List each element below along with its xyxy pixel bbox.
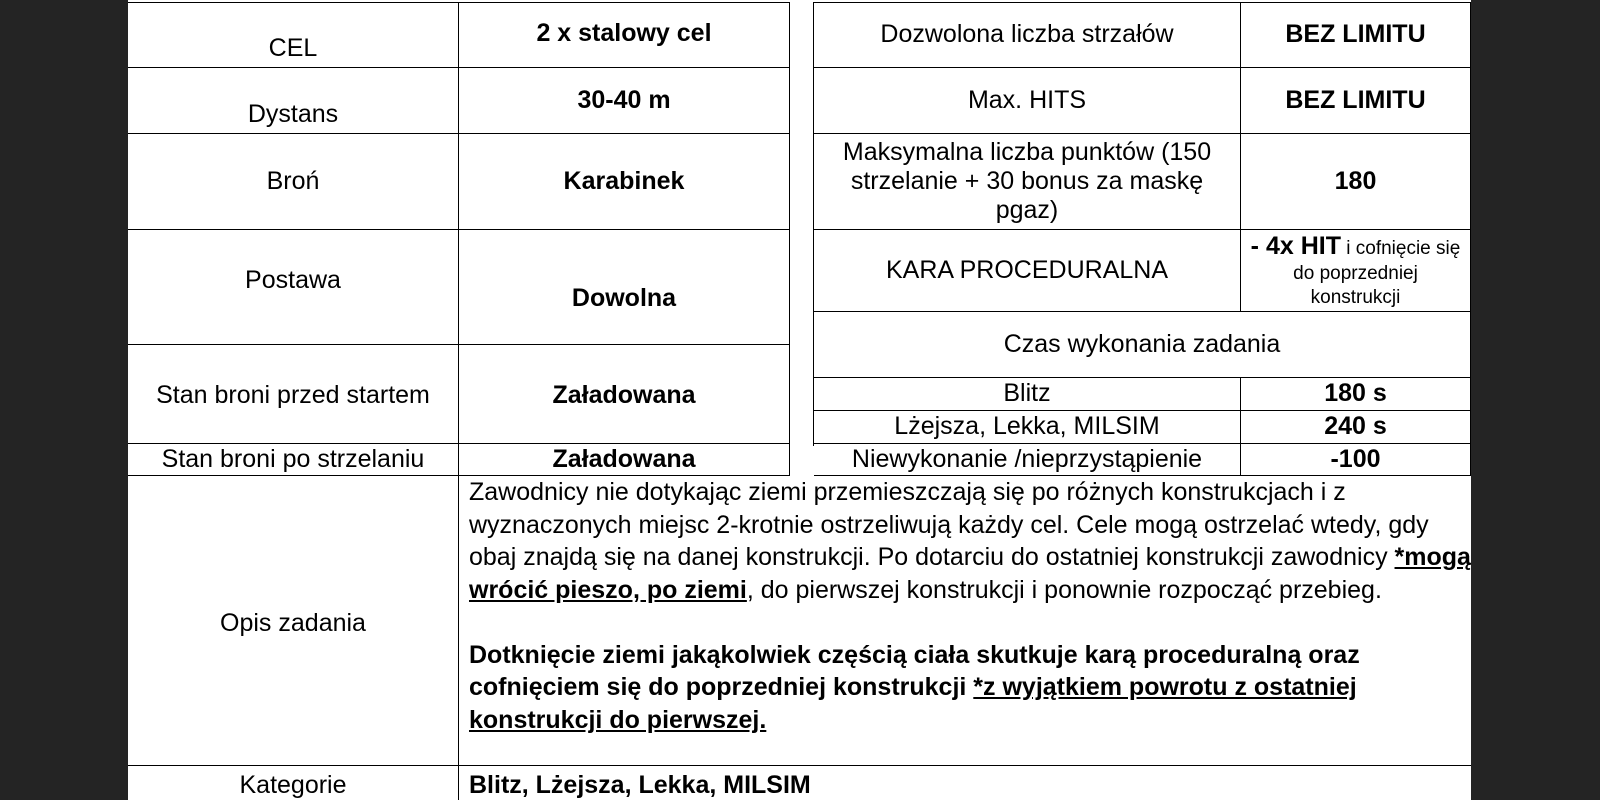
label-dystans: Dystans — [128, 68, 459, 134]
value-stan-przed: Załadowana — [459, 345, 790, 444]
description-text — [459, 476, 1471, 766]
value-penalty — [1241, 230, 1471, 312]
description-paragraph-2: Dotknięcie ziemi jakąkolwiek częścią ciała skutkuje karą proceduralną oraz cofnięciem się do poprzedniej konstrukcji *z wyjątkiem powrotu z ostatniej konstrukcji do pierwszej. — [469, 640, 1360, 734]
stage-rules-sheet — [128, 0, 1471, 800]
time-row-value-lzejsza: 240 s — [1241, 411, 1471, 444]
value-bron: Karabinek — [459, 134, 790, 230]
value-cel: 2 x stalowy cel — [459, 2, 790, 68]
label-stan-przed: Stan broni przed startem — [128, 345, 459, 444]
label-points: Maksymalna liczba punktów (150 strzelanie + 30 bonus za maskę pgaz) — [814, 134, 1241, 230]
label-opis: Opis zadania — [128, 476, 459, 766]
label-shots: Dozwolona liczba strzałów — [814, 2, 1241, 68]
label-bron: Broń — [128, 134, 459, 230]
label-cel: CEL — [128, 2, 459, 68]
label-penalty: KARA PROCEDURALNA — [814, 230, 1241, 312]
value-points: 180 — [1241, 134, 1471, 230]
column-separator — [790, 2, 814, 446]
label-stan-po: Stan broni po strzelaniu — [128, 444, 459, 476]
description-emphasis-1: *mogą wrócić pieszo, po ziemi — [469, 543, 1471, 604]
time-row-label-lzejsza: Lżejsza, Lekka, MILSIM — [814, 411, 1241, 444]
time-row-value-niewykonanie: -100 — [1241, 444, 1471, 476]
time-row-label-niewykonanie: Niewykonanie /nieprzystąpienie — [814, 444, 1241, 476]
value-postawa: Dowolna — [459, 230, 790, 345]
time-header: Czas wykonania zadania — [814, 312, 1471, 378]
value-kategorie: Blitz, Lżejsza, Lekka, MILSIM — [469, 770, 811, 799]
time-row-value-blitz: 180 s — [1241, 378, 1471, 411]
description-paragraph-1: Zawodnicy nie dotykając ziemi przemieszczają się po różnych konstrukcjach i z wyznaczonych miejsc 2-krotnie ostrzeliwują każdy cel. Cele mogą ostrzelać wtedy, gdy obaj znajdą się na danej konstrukcji. Po dotarciu do ostatniej konstrukcji zawodnicy *mogą wrócić pieszo, po ziemi, do pierwszej konstrukcji i ponownie rozpocząć przebieg. — [469, 478, 1471, 604]
penalty-rest: i cofnięcie się do poprzedniej konstrukcji — [1293, 238, 1461, 309]
value-hits: BEZ LIMITU — [1241, 68, 1471, 134]
label-hits: Max. HITS — [814, 68, 1241, 134]
penalty-hit: - 4x HIT — [1250, 232, 1341, 261]
value-dystans: 30-40 m — [459, 68, 790, 134]
label-kategorie: Kategorie — [128, 766, 459, 800]
value-stan-po: Załadowana — [459, 444, 790, 476]
description-emphasis-2: *z wyjątkiem powrotu z ostatniej konstrukcji do pierwszej. — [469, 673, 1357, 734]
time-row-label-blitz: Blitz — [814, 378, 1241, 411]
value-shots: BEZ LIMITU — [1241, 2, 1471, 68]
penalty-text — [1247, 231, 1464, 310]
label-postawa: Postawa — [128, 230, 459, 345]
